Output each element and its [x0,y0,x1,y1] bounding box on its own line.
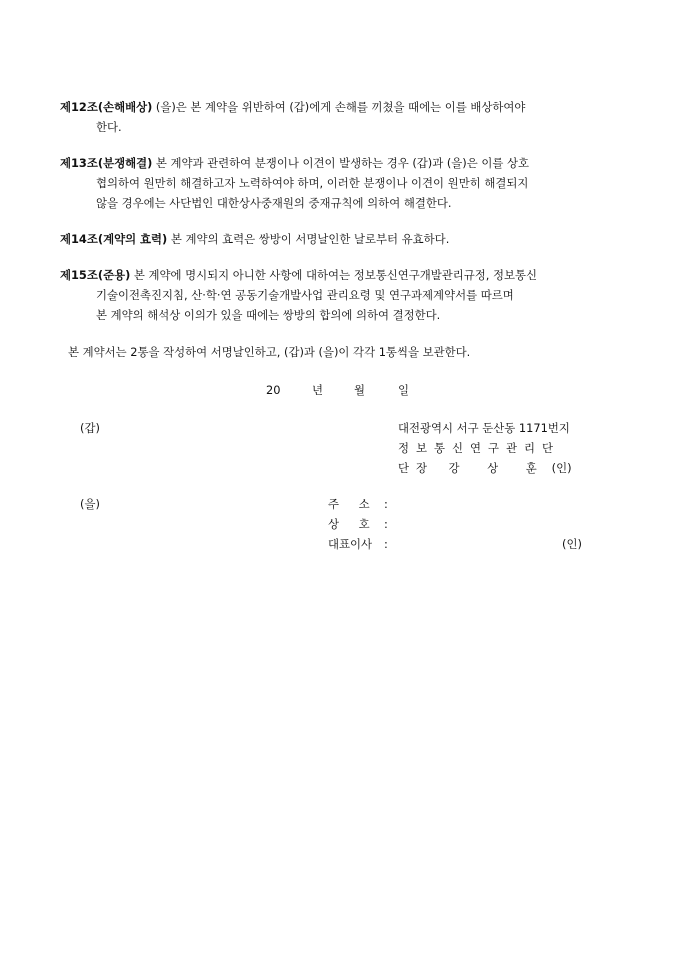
address-label: 주 소 [328,497,370,511]
date-day: 일 [398,383,410,397]
party-b-address-row [0,494,680,514]
party-b-company-row [0,514,680,534]
closing-statement: 본 계약서는 2통을 작성하여 서명날인하고, (갑)과 (을)이 각각 1통씩을 보관한다. [68,345,471,359]
article-text: 본 계약에 명시되지 아니한 사항에 대하여는 정보통신연구개발관리규정, 정보통신 [130,268,537,282]
party-b-fields [0,494,680,554]
article-text: 기술이전촉진지침, 산·학·연 공동기술개발사업 관리요령 및 연구과제계약서를 따르며 [96,288,514,302]
party-a-address: 대전광역시 서구 둔산동 1171번지 [398,421,570,435]
article-text: 본 계약의 효력은 쌍방이 서명날인한 날로부터 유효하다. [167,232,450,246]
article-text: 본 계약과 관련하여 분쟁이나 이견이 발생하는 경우 (갑)과 (을)은 이를 상호 [152,156,529,170]
date-year: 년 [312,383,324,397]
article-line [60,265,624,285]
party-a-seal: (인) [551,461,572,475]
article-title: 제13조(분쟁해결) [60,156,153,170]
party-b-label: (을) [80,497,100,511]
article-title: 제12조(손해배상) [60,100,153,114]
article-12 [60,97,624,137]
article-15 [60,265,624,325]
rep-colon: : [384,537,388,551]
article-line [60,97,624,117]
article-13 [60,153,624,213]
company-label: 상 호 [328,517,370,531]
party-b-rep-row [0,534,680,554]
date-month: 월 [354,383,366,397]
article-14 [60,229,624,249]
article-title: 제14조(계약의 효력) [60,232,168,246]
signing-date [0,380,680,400]
party-a-org: 정보통신연구관리단 [398,441,561,455]
address-colon: : [384,497,388,511]
party-a-rep-name: 강 상 훈 [448,461,541,475]
party-a-label: (갑) [80,421,100,435]
rep-label: 대표이사 [328,537,373,551]
article-text: (을)은 본 계약을 위반하여 (갑)에게 손해를 끼쳤을 때에는 이를 배상하여야 [152,100,526,114]
party-a-rep [398,458,572,478]
article-text: 않을 경우에는 사단법인 대한상사중재원의 중재규칙에 의하여 해결한다. [96,196,452,210]
article-text: 협의하여 원만히 해결하고자 노력하여야 하며, 이러한 분쟁이나 이견이 원만히 해결되지 [96,176,529,190]
party-a-info [398,418,572,478]
party-a-rep-title: 단장 [398,461,435,475]
date-year-prefix: 20 [266,383,281,397]
article-line [60,153,624,173]
company-colon: : [384,517,388,531]
article-text: 본 계약의 해석상 이의가 있을 때에는 쌍방의 합의에 의하여 결정한다. [96,308,441,322]
article-text: 한다. [96,120,122,134]
party-b-seal: (인) [562,537,582,551]
article-title: 제15조(준용) [60,268,131,282]
article-line [60,229,624,249]
